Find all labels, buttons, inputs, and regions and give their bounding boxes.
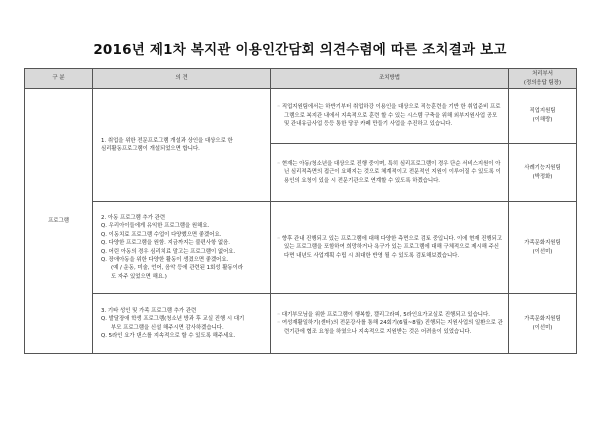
- table-row: [25, 202, 577, 294]
- report-title: 2016년 제1차 복지관 이용인간담회 의견수렴에 따른 조치결과 보고: [93, 42, 507, 58]
- dept-cell: 직업지원팀 (이해랑): [509, 89, 577, 144]
- dept-cell: 사례기능지원팀 (박정화): [509, 144, 577, 202]
- table-row: [25, 294, 577, 354]
- header-measures: 조치방법: [271, 69, 509, 89]
- opinion-cell: 3. 기타 성인 및 가족 프로그램 추가 관련 Q. 발달장애 학생 프로그램(청소년 방과 후 교실 진행 시 대기 부모 프로그램을 신설 해주시면 감사하겠습니다. Q. 5라인 요가 댄스를 지속적으로 할 수 있도록 해주세요.: [93, 294, 271, 354]
- opinion-cell: 1. 취업을 위한 전문프로그램 개설과 상인을 대상으로 한 심리활동프로그램이 개설되었으면 합니다.: [93, 89, 271, 202]
- measures-cell: ◦ 직업지원팀에서는 하반기부터 취업하강 이용인을 대상으로 직능훈련을 기반 한 취업준비 프로그램으로 복지관 내에서 지속적으로 훈련 할 수 있는 시스템 구축을 위해 외부지원사업 공모 및 관내유급사업 등등 통한 당공 카페 만들기 사업을 추진하고 있습니다.: [271, 89, 509, 144]
- opinion-cell: 2. 아동 프로그램 추가 관련 Q. 우리아이들에게 유익한 프로그램을 원해요. Q. 이동치료 프로그램 수업이 다양했으면 좋겠어요. Q. 다양한 프로그램을 원함. 지금까지는 불편사항 없음. Q. 어린 아동의 경우 심리치료 말고는 프로그램이 없어요. Q. 장애아동을 위한 다양한 활동이 생겼으면 좋겠어요. (예 / 운동, 미술, 언어, 음악 등에 관련된 1회성 활동이라 도 자주 있었으면 해요.): [93, 202, 271, 294]
- category-cell: 프로그램: [25, 89, 93, 354]
- header-row: [25, 69, 577, 89]
- measures-cell: ◦ 향후 관내 진행되고 있는 프로그램에 대해 다양한 측면으로 검토 중입니다. 이에 현재 진행되고 있는 프로그램을 포함하여 희망하거나 욕구가 있는 프로그램에 대해 구체적으로 제시해 주신다면 내년도 사업계획 수립 시 최대한 반영 될 수 있도록 검토해보겠습니다.: [271, 202, 509, 294]
- header-category: 구 분: [25, 69, 93, 89]
- dept-cell: 가족문화지원팀 (이선미): [509, 294, 577, 354]
- measures-cell: ◦ 대기부모님을 위한 프로그램이 행복합, 캘리그라피, 5라인요가교실로 진행되고 있습니다. ◦ 여성재활일하기(센터)의 전문강사를 통해 24회기(6월~8월) 진행되는 지원사업의 일환으로 관련기관에 협조 요청을 하였으나 지속적으로 지원받는 것은 어려움이 있었습니다.: [271, 294, 509, 354]
- measures-cell: ◦ 현재는 아동/청소년을 대상으로 진행 중이며, 특히 심리프로그램이 경우 단순 서비스지원이 아닌 심리적측면의 접근이 요해지는 것으로 체계적이고 전문적인 지원이 이루어질 수 있도록 이용인의 요청이 있을 시 전문기관으로 연계할 수 있도록 하겠습니다.: [271, 144, 509, 202]
- header-dept: 처리부서 (정의응답 팀장): [509, 69, 577, 89]
- dept-cell: 가족문화지원팀 (이선미): [509, 202, 577, 294]
- table-row: [25, 89, 577, 144]
- header-opinion: 의 견: [93, 69, 271, 89]
- results-table: [24, 68, 577, 354]
